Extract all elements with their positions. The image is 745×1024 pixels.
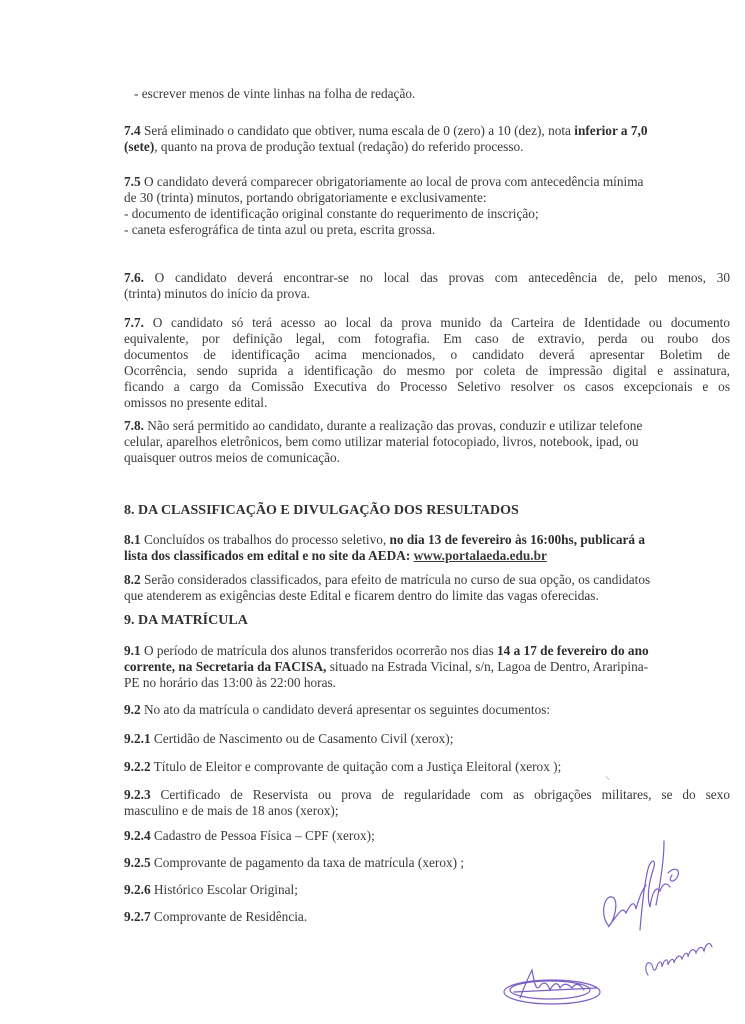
- section-7-8-line-1: 7.8. Não será permitido ao candidato, durante a realização das provas, conduzir e utilizar telefone: [124, 418, 643, 433]
- signature-name-mayara: [640, 925, 720, 985]
- heading-section-9: 9. DA MATRÍCULA: [124, 613, 248, 628]
- item-9-2-3-line-1: 9.2.3 Certificado de Reservista ou prova de regularidade com as obrigações militares, se do sexo: [124, 787, 730, 802]
- section-9-1-line-3: PE no horário das 13:00 às 22:00 horas.: [124, 675, 336, 690]
- item-9-2-2: 9.2.2 Título de Eleitor e comprovante de quitação com a Justiça Eleitoral (xerox );: [124, 759, 562, 774]
- section-7-8-line-2: celular, aparelhos eletrônicos, bem como utilizar material fotocopiado, livros, notebook, ipad, ou: [124, 434, 639, 449]
- heading-section-8: 8. DA CLASSIFICAÇÃO E DIVULGAÇÃO DOS RESULTADOS: [124, 503, 519, 518]
- section-7-7-line-3: documentos de identificação acima mencionados, o candidato deverá apresentar Boletim de: [124, 347, 730, 362]
- item-9-2-7: 9.2.7 Comprovante de Residência.: [124, 909, 308, 924]
- section-9-1-line-1: 9.1 O período de matrícula dos alunos transferidos ocorrerão nos dias 14 a 17 de fevereiro do ano: [124, 643, 649, 658]
- item-9-2-5: 9.2.5 Comprovante de pagamento da taxa de matrícula (xerox) ;: [124, 855, 465, 870]
- section-7-4-line-1: 7.4 Será eliminado o candidato que obtiver, numa escala de 0 (zero) a 10 (dez), nota inferior a 7,0: [124, 123, 648, 138]
- section-7-5-line-2: de 30 (trinta) minutos, portando obrigatoriamente e exclusivamente:: [124, 190, 487, 205]
- bullet-line: - escrever menos de vinte linhas na folha de redação.: [134, 86, 416, 101]
- section-7-6-line-1: 7.6. O candidato deverá encontrar-se no local das provas com antecedência de, pelo menos, 30: [124, 270, 730, 285]
- section-7-6-line-2: (trinta) minutos do início da prova.: [124, 286, 311, 301]
- stray-mark: ⸜: [605, 771, 610, 782]
- section-7-5-line-4: - caneta esferográfica de tinta azul ou preta, escrita grossa.: [124, 222, 436, 237]
- section-7-5-line-3: - documento de identificação original constante do requerimento de inscrição;: [124, 206, 539, 221]
- section-7-7-line-1: 7.7. O candidato só terá acesso ao local da prova munido da Carteira de Identidade ou documento: [124, 315, 730, 330]
- section-7-5-line-1: 7.5 O candidato deverá comparecer obrigatoriamente ao local de prova com antecedência mínima: [124, 174, 644, 189]
- section-8-2-line-2: que atenderem as exigências deste Edital e ficarem dentro do limite das vagas oferecidas.: [124, 588, 599, 603]
- section-7-7-line-2: equivalente, por definição legal, com fotografia. Em caso de extravio, perda ou roubo dos: [124, 331, 730, 346]
- item-9-2-4: 9.2.4 Cadastro de Pessoa Física – CPF (xerox);: [124, 828, 375, 843]
- section-7-7-line-5: ficando a cargo da Comissão Executiva do Processo Seletivo resolver os casos excepcionais e os: [124, 379, 730, 394]
- item-9-2-6: 9.2.6 Histórico Escolar Original;: [124, 882, 298, 897]
- item-9-2-3-line-2: masculino e de mais de 18 anos (xerox);: [124, 803, 339, 818]
- section-7-4-line-2: (sete), quanto na prova de produção textual (redação) do referido processo.: [124, 139, 524, 154]
- section-7-8-line-3: quaisquer outros meios de comunicação.: [124, 450, 341, 465]
- portal-link[interactable]: www.portalaeda.edu.br: [413, 548, 547, 563]
- item-9-2-1: 9.2.1 Certidão de Nascimento ou de Casamento Civil (xerox);: [124, 731, 454, 746]
- signature-2: [500, 962, 610, 1012]
- section-8-2-line-1: 8.2 Serão considerados classificados, para efeito de matrícula no curso de sua opção, os candidatos: [124, 572, 651, 587]
- section-8-1-line-2: lista dos classificados em edital e no site da AEDA: www.portalaeda.edu.br: [124, 548, 547, 563]
- section-7-7-line-6: omissos no presente edital.: [124, 395, 268, 410]
- section-7-7-line-4: Ocorrência, sendo suprida a identificação do mesmo por coleta de impressão digital e assinatura,: [124, 363, 730, 378]
- section-8-1-line-1: 8.1 Concluídos os trabalhos do processo seletivo, no dia 13 de fevereiro às 16:00hs, publicará a: [124, 532, 646, 547]
- section-9-2: 9.2 No ato da matrícula o candidato deverá apresentar os seguintes documentos:: [124, 702, 551, 717]
- section-9-1-line-2: corrente, na Secretaria da FACISA, situado na Estrada Vicinal, s/n, Lagoa de Dentro, Araripina-: [124, 659, 649, 674]
